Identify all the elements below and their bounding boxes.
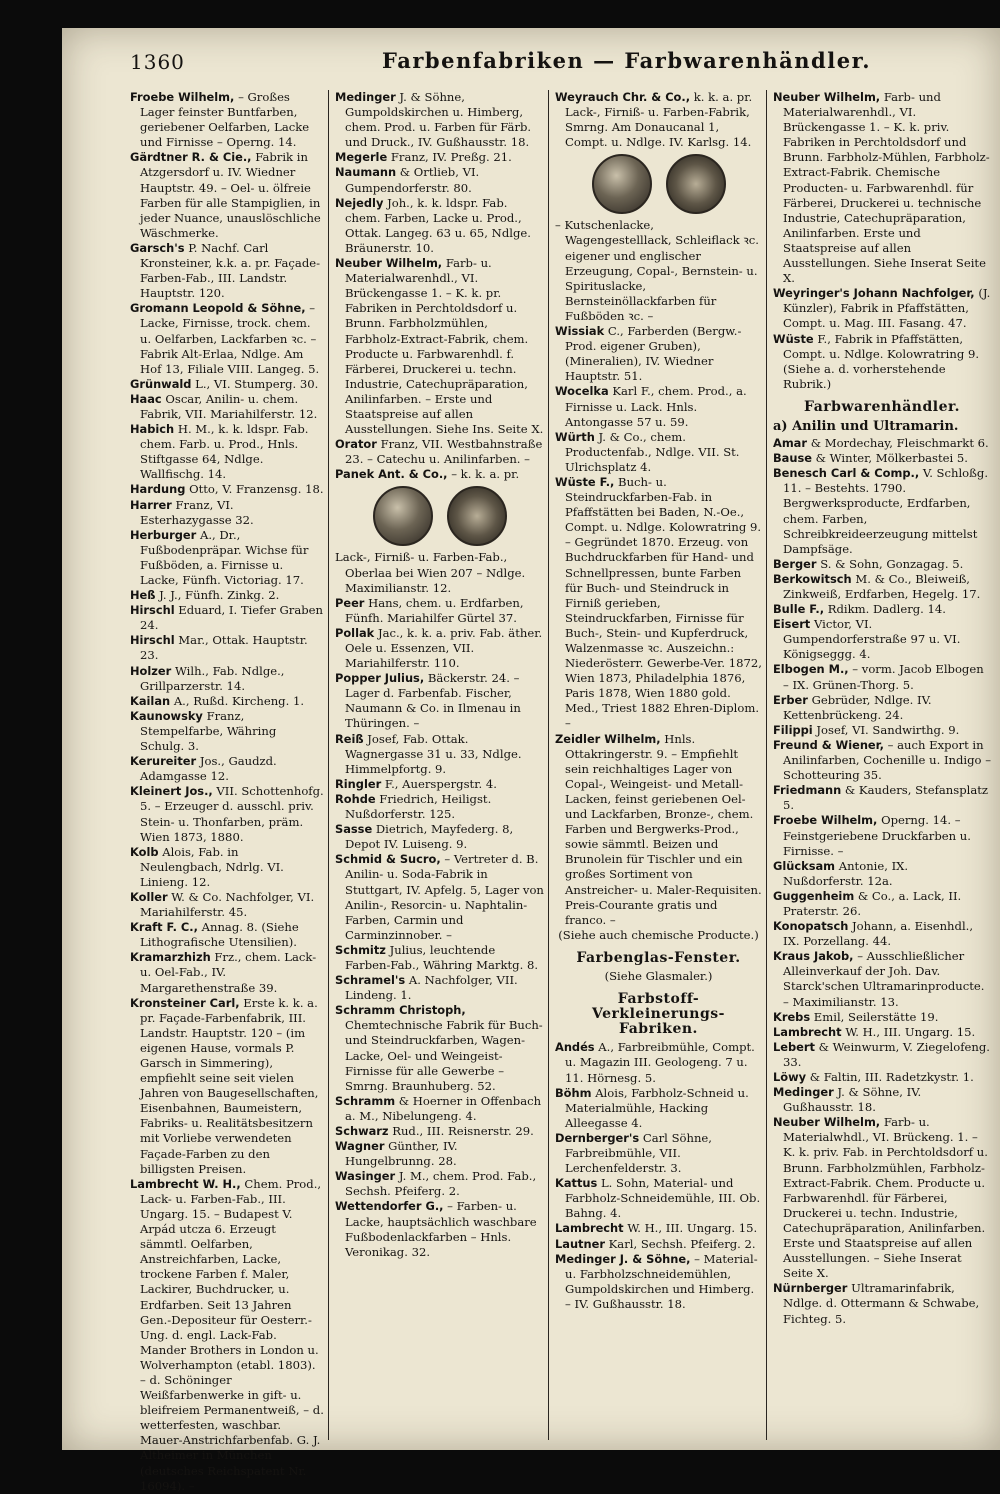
directory-entry [555, 384, 762, 429]
directory-entry [335, 437, 544, 467]
entry-name: Weyringer's Johann Nachfolger, [773, 286, 975, 301]
entry-text: A., Farbreibmühle, Compt. u. Magazin III. Geologeng. 7 u. 11. Hörnesg. 5. [565, 1040, 755, 1085]
entry-text: Jos., Gaudzd. Adamgasse 12. [140, 754, 277, 784]
entry-text: Farb- u. Materialwhdl., VI. Brückeng. 1. – K. k. priv. Fab. in Perchtoldsdorf u. Brunn. Farbholzmühlen, Farbholz-Extract-Fabrik. Chem. Producte u. Farbwarenhdl. für Färberei, Druckerei u. techn. Industrie, Catechupräparation, Anilinfarben. Erste und Staatspreise auf allen Ausstellungen. – Siehe Inserat Seite X. [783, 1115, 988, 1281]
entry-name: Medinger [335, 90, 396, 104]
entry-name: Bause [773, 451, 812, 466]
column-rule [548, 90, 549, 1440]
directory-entry [335, 671, 544, 731]
entry-name: Lambrecht W. H., [130, 1176, 241, 1191]
directory-entry [773, 738, 991, 783]
entry-text: Friedrich, Heiligst. Nußdorferstr. 125. [345, 791, 492, 822]
directory-entry [555, 324, 762, 384]
entry-text: & Kauders, Stefansplatz 5. [783, 783, 989, 813]
entry-name: Konopatsch [773, 919, 849, 934]
column-4 [773, 90, 991, 1450]
directory-entry [130, 90, 324, 150]
directory-entry [773, 1115, 991, 1281]
entry-text: P. Nachf. Carl Kronsteiner, k.k. a. pr. Façade-Farben-Fab., III. Landstr. Hauptstr. 120. [140, 240, 321, 301]
entry-text: J. & Söhne, Gumpoldskirchen u. Himberg, chem. Prod. u. Farben für Färb. und Druck., IV. Gußhausstr. 18. [345, 90, 532, 150]
directory-entry [773, 693, 991, 723]
entry-name: Berkowitsch [773, 571, 852, 586]
entry-name: Schramel's [335, 973, 406, 988]
directory-entry [335, 196, 544, 256]
entry-text: Hnls. Ottakringerstr. 9. – Empfiehlt sein reichhaltiges Lager von Copal-, Weingeist- und Metall-Lacken, feinst geriebenen Oel- und Lackfarben, Bronze-, chem. Farben und Bergwerks-Prod., sowie sämmtl. Beizen und Brunolein für Tischler und ein großes Sortiment von Anstreicher- u. Maler-Requisiten. Preis-Courante gratis und franco. – [565, 731, 762, 927]
directory-entry [773, 617, 991, 662]
entry-text: H. M., k. k. ldspr. Fab. chem. Farb. u. Prod., Hnls. Stiftgasse 64, Ndlge. Wallfischg. 14. [140, 422, 309, 482]
directory-entry [555, 430, 762, 475]
entry-name: Amar [773, 436, 807, 451]
directory-entry [773, 1040, 991, 1070]
directory-entry [555, 1086, 762, 1131]
entry-text: Franz, VII. Westbahnstraße 23. – Catechu u. Anilinfarben. – [345, 437, 543, 467]
directory-entry [130, 920, 324, 950]
entry-text: Gebrüder, Ndlge. IV. Kettenbrückeng. 24. [783, 692, 932, 722]
entry-name: Lebert [773, 1039, 815, 1054]
directory-entry [555, 1237, 762, 1252]
entry-name: Schmid & Sucro, [335, 852, 441, 867]
directory-entry [555, 732, 762, 928]
entry-name: Neuber Wilhelm, [773, 1115, 881, 1130]
entry-name: Koller [130, 889, 168, 904]
entry-text: W. H., III. Ungarg. 15. [627, 1221, 758, 1236]
entry-text: Alois, Farbholz-Schneid u. Materialmühle, Hacking Alleegasse 4. [565, 1085, 749, 1130]
entry-text: W. H., III. Ungarg. 15. [845, 1024, 976, 1039]
entry-text: L. Sohn, Material- und Farbholz-Schneidemühle, III. Ob. Bahng. 4. [565, 1176, 761, 1221]
entry-text: Frz., chem. Lack- u. Oel-Fab., IV. Margarethenstraße 39. [140, 950, 317, 995]
section-heading: Farbwarenhändler. [804, 398, 960, 415]
entry-text: Julius, leuchtende Farben-Fab., Währing Marktg. 8. [345, 942, 538, 972]
directory-entry [130, 633, 324, 663]
entry-name: Zeidler Wilhelm, [555, 731, 661, 746]
directory-entry [773, 451, 991, 466]
entry-text: Bäckerstr. 24. – Lager d. Farbenfab. Fischer, Naumann & Co. in Ilmenau in Thüringen. – [345, 671, 521, 731]
directory-entry [773, 436, 991, 451]
entry-name: Schramm Christoph, [335, 1003, 466, 1018]
directory-entry [773, 919, 991, 949]
entry-text: A., Dr., Fußbodenpräpar. Wichse für Fußböden, a. Firnisse u. Lacke, Fünfh. Victoriag. 17. [140, 527, 309, 587]
entry-name: Grünwald [130, 376, 192, 391]
entry-text: Karl, Sechsh. Pfeiferg. 2. [608, 1236, 756, 1251]
entry-text: Dietrich, Mayfederg. 8, Depot IV. Luiseng. 9. [345, 822, 514, 852]
medal-icon [592, 154, 652, 214]
entry-text: & Hoerner in Offenbach a. M., Nibelungeng. 4. [345, 1093, 542, 1123]
entry-text: & Winter, Mölkerbastei 5. [815, 451, 968, 466]
entry-name: Gärdtner R. & Cie., [130, 150, 252, 165]
entry-text: Eduard, I. Tiefer Graben 24. [140, 603, 323, 633]
column-3 [555, 90, 762, 1450]
entry-name: Kailan [130, 693, 171, 708]
directory-entry [335, 1094, 544, 1124]
directory-entry [773, 662, 991, 692]
entry-name: Naumann [335, 165, 397, 180]
entry-text: (J. Künzler), Fabrik in Pfaffstätten, Compt. u. Mag. III. Fasang. 47. [783, 286, 991, 331]
directory-entry [335, 165, 544, 195]
award-medals [555, 154, 762, 214]
page-number: 1360 [130, 50, 185, 74]
directory-entry [335, 90, 544, 150]
entry-name: Froebe Wilhelm, [130, 90, 235, 104]
entry-text: Victor, VI. Gumpendorferstraße 97 u. VI. Königseggg. 4. [783, 617, 961, 662]
entry-text: J. M., chem. Prod. Fab., Sechsh. Pfeiferg. 2. [345, 1169, 537, 1199]
entry-text: Mar., Ottak. Hauptstr. 23. [140, 633, 308, 663]
directory-entry [130, 498, 324, 528]
entry-text: – Vertreter d. B. Anilin- u. Soda-Fabrik in Stuttgart, IV. Apfelg. 5, Lager von Anilin-, Resorcin- u. Naphtalin-Farben, Carmin und Carminzinnober. – [345, 852, 544, 942]
entry-text: Alois, Fab. in Neulengbach, Ndrlg. VI. Linieng. 12. [140, 844, 284, 889]
entry-name: Hardung [130, 482, 186, 497]
directory-entry [773, 859, 991, 889]
entry-text: Chem. Prod., Lack- u. Farben-Fab., III. Ungarg. 15. – Budapest V. Arpád utcza 6. Erzeugt sämmtl. Oelfarben, Anstreichfarben, Lacke, trockene Farben f. Maler, Lackirer, Buchdrucker, u. Erdfarben. Seit 13 Jahren Gen.-Depositeur für Oesterr.-Ung. d. engl. Lack-Fab. Mander Brothers in London u. Wolverhampton (etabl. 1803). – d. Schöninger Weißfarbenwerke in gift- u. bleifreiem Permanentweiß, – d. wetterfesten, waschbar. Mauer-Anstrichfarbenfab. G. J. Altheimer in München (deutsches Reichspatent Nr. 16094). – [140, 1176, 324, 1493]
directory-entry [130, 528, 324, 588]
entry-name: Hirschl [130, 603, 175, 618]
section-heading: Farbenglas-Fenster. [576, 949, 741, 966]
entry-name: Kolb [130, 844, 159, 859]
entry-name: Kramarzhizh [130, 950, 211, 965]
directory-entry [130, 784, 324, 844]
entry-name: Holzer [130, 663, 172, 678]
entry-text: Antonie, IX. Nußdorferstr. 12a. [783, 858, 909, 888]
entry-name: Freund & Wiener, [773, 737, 884, 752]
entry-text: J. & Söhne, IV. Gußhausstr. 18. [783, 1085, 922, 1115]
medal-icon [666, 154, 726, 214]
directory-entry [335, 256, 544, 437]
directory-entry [335, 596, 544, 626]
directory-entry [773, 466, 991, 557]
entry-name: Schmitz [335, 942, 386, 957]
entry-text: Wilh., Fab. Ndlge., Grillparzerstr. 14. [140, 663, 285, 693]
entry-text: – Großes Lager feinster Buntfarben, geriebener Oelfarben, Lacke und Firnisse – Operng. 14. [140, 90, 310, 150]
directory-entry [130, 664, 324, 694]
entry-text: A., Rußd. Kircheng. 1. [173, 693, 305, 708]
entry-text: VII. Schottenhofg. 5. – Erzeuger d. ausschl. priv. Stein- u. Thonfarben, präm. Wien 1873, 1880. [140, 784, 324, 844]
entry-name: Rohde [335, 791, 376, 806]
entry-name: Wüste F., [555, 474, 615, 489]
directory-entry [335, 822, 544, 852]
entry-text: k. k. a. pr. Lack-, Firniß- u. Farben-Fabrik, Smrng. Am Donaucanal 1, Compt. u. Ndlge. IV. Karlsg. 14. [565, 90, 753, 150]
cross-reference: (Siehe auch chemische Producte.) [558, 927, 759, 942]
entry-text: Lack-, Firniß- u. Farben-Fab., Oberlaa bei Wien 207 – Ndlge. Maximilianstr. 12. [335, 550, 526, 595]
entry-name: Kraus Jakob, [773, 949, 854, 964]
directory-entry [773, 783, 991, 813]
entry-name: Friedmann [773, 783, 842, 798]
entry-name: Kleinert Jos., [130, 784, 213, 799]
entry-name: Benesch Carl & Comp., [773, 466, 920, 481]
entry-text: & Co., a. Lack, II. Praterstr. 26. [783, 888, 962, 918]
entry-text: F., Auerspergstr. 4. [384, 776, 497, 791]
entry-name: Garsch's [130, 240, 185, 255]
entry-text: J. & Co., chem. Productenfab., Ndlge. VII. St. Ulrichsplatz 4. [565, 429, 740, 474]
directory-entry [555, 218, 762, 324]
directory-entry [335, 1139, 544, 1169]
directory-entry [130, 754, 324, 784]
directory-entry [130, 709, 324, 754]
entry-name: Orator [335, 437, 377, 452]
entry-name: Ringler [335, 776, 382, 791]
column-1 [130, 90, 324, 1493]
column-2 [335, 90, 544, 1450]
directory-entry [335, 1169, 544, 1199]
entry-text: Ultramarinfabrik, Ndlge. d. Ottermann & Schwabe, Fichteg. 5. [783, 1281, 980, 1326]
entry-text: Günther, IV. Hungelbrunng. 28. [345, 1139, 458, 1169]
directory-entry [555, 1040, 762, 1085]
directory-entry [773, 286, 991, 331]
entry-name: Böhm [555, 1085, 592, 1100]
entry-name: Pollak [335, 625, 375, 640]
page-title: Farbenfabriken — Farbwarenhändler. [382, 48, 872, 73]
directory-page [62, 28, 1000, 1493]
entry-name: Herburger [130, 527, 197, 542]
directory-entry [335, 943, 544, 973]
entry-name: Wüste [773, 331, 814, 346]
directory-entry [130, 482, 324, 497]
subsection-heading: a) Anilin und Ultramarin. [773, 418, 959, 434]
entry-name: Würth [555, 429, 595, 444]
directory-entry [130, 694, 324, 709]
entry-name: Kraft F. C., [130, 920, 198, 935]
entry-name: Popper Julius, [335, 671, 425, 686]
entry-text: Rud., III. Reisnerstr. 29. [392, 1124, 534, 1138]
directory-entry [773, 572, 991, 602]
entry-text: Karl F., chem. Prod., a. Firnisse u. Lack. Hnls. Antongasse 57 u. 59. [565, 384, 747, 429]
entry-text: A. Nachfolger, VII. Lindeng. 1. [345, 973, 518, 1003]
directory-entry [335, 732, 544, 777]
entry-name: Berger [773, 556, 817, 571]
entry-text: – Kutschenlacke, Wagengestelllack, Schleiflack ꝛc. eigener und englischer Erzeugung, Copal-, Bernstein- u. Spirituslacke, Bernsteinöllackfarben für Fußböden ꝛc. – [555, 218, 759, 323]
entry-name: Lambrecht [773, 1024, 842, 1039]
entry-name: Haac [130, 391, 162, 406]
directory-entry [773, 602, 991, 617]
entry-text: C., Farberden (Bergw.-Prod. eigener Gruben), (Mineralien), IV. Wiedner Hauptstr. 51. [565, 324, 742, 384]
entry-text: M. & Co., Bleiweiß, Zinkweiß, Erdfarben, Hegelg. 17. [783, 571, 981, 601]
entry-text: L., VI. Stumperg. 30. [195, 376, 319, 391]
entry-text: – k. k. a. pr. [451, 467, 520, 482]
directory-entry [130, 996, 324, 1177]
directory-entry [773, 1070, 991, 1085]
entry-name: Hirschl [130, 633, 175, 648]
directory-entry [130, 241, 324, 301]
entry-text: Johann, a. Eisenhdl., IX. Porzellang. 44. [783, 919, 974, 949]
entry-name: Schramm [335, 1093, 396, 1108]
directory-entry [335, 467, 544, 482]
entry-text: Josef, VI. Sandwirthg. 9. [816, 722, 960, 737]
directory-entry [130, 301, 324, 376]
entry-name: Lambrecht [555, 1221, 624, 1236]
directory-entry [773, 1025, 991, 1040]
entry-name: Eisert [773, 617, 811, 632]
entry-name: Filippi [773, 722, 813, 737]
entry-text: & Weinwurm, V. Ziegelofeng. 33. [783, 1039, 990, 1069]
directory-entry [555, 1131, 762, 1176]
entry-text: J. J., Fünfh. Zinkg. 2. [159, 588, 280, 603]
entry-text: Chemtechnische Fabrik für Buch- und Steindruckfarben, Wagen-Lacke, Oel- und Weingeist-Firnisse für alle Gewerbe – Smrng. Braunhuberg. 52. [345, 1018, 543, 1093]
directory-entry [555, 1176, 762, 1221]
directory-entry [130, 377, 324, 392]
entry-name: Gromann Leopold & Söhne, [130, 301, 306, 316]
directory-entry [335, 1003, 544, 1094]
entry-text: Buch- u. Steindruckfarben-Fab. in Pfaffstätten bei Baden, N.-Oe., Compt. u. Ndlge. Kolowratring 9. – Gegründet 1870. Erzeug. von Buchdruckfarben für Hand- und Schnellpressen, bunte Farben für Buch- und Steindruck in Firniß gerieben, Steindruckfarben, Firnisse für Buch-, Stein- und Kupferdruck, Walzenmasse ꝛc. Auszeichn.: Niederösterr. Gewerbe-Ver. 1872, Wien 1873, Philadelphia 1876, Paris 1878, Wien 1880 gold. Med., Triest 1882 Ehren-Diplom. – [565, 474, 762, 731]
entry-text: Farb- u. Materialwarenhdl., VI. Brückengasse 1. – K. k. pr. Fabriken in Perchtoldsdorf u. Brunn. Farbholzmühlen, Farbholz-Extract-Fabrik, chem. Producte u. Farbwarenhdl. f. Färberei, Druckerei u. techn. Industrie, Catechupräparation, Anilinfarben. – Erste und Staatspreise auf allen Ausstellungen. Siehe Ins. Seite X. [345, 256, 544, 437]
entry-text: Oscar, Anilin- u. chem. Fabrik, VII. Mariahilferstr. 12. [140, 391, 318, 421]
column-rule [328, 90, 329, 1440]
entry-name: Nejedly [335, 195, 384, 210]
directory-entry [555, 1252, 762, 1312]
directory-entry [555, 1221, 762, 1236]
entry-text: – Material- u. Farbholzschneidemühlen, Gumpoldskirchen und Himberg. – IV. Gußhausstr. 18. [565, 1251, 758, 1311]
entry-text: Franz, VI. Esterhazygasse 32. [140, 497, 254, 527]
entry-name: Kronsteiner Carl, [130, 995, 240, 1010]
directory-entry [773, 90, 991, 286]
directory-entry [773, 949, 991, 1009]
entry-text: Rdikm. Dadlerg. 14. [827, 602, 946, 617]
directory-entry [773, 557, 991, 572]
entry-text: Hans, chem. u. Erdfarben, Fünfh. Mariahilfer Gürtel 37. [345, 595, 524, 625]
directory-entry [335, 852, 544, 943]
entry-text: W. & Co. Nachfolger, VI. Mariahilferstr. 45. [140, 889, 315, 920]
entry-text: F., Fabrik in Pfaffstätten, Compt. u. Ndlge. Kolowratring 9. (Siehe a. d. vorherstehende Rubrik.) [783, 331, 980, 391]
entry-text: V. Schloßg. 11. – Bestehts. 1790. Bergwerksproducte, Erdfarben, chem. Farben, Schreibkreideerzeugung mittelst Dampfsäge. [783, 466, 989, 556]
entry-name: Lautner [555, 1236, 605, 1251]
entry-text: S. & Sohn, Gonzagag. 5. [820, 556, 964, 571]
entry-name: Wissiak [555, 324, 605, 339]
entry-name: Kattus [555, 1176, 598, 1191]
entry-name: Neuber Wilhelm, [773, 90, 881, 104]
directory-entry [773, 1010, 991, 1025]
entry-text: & Faltin, III. Radetzkystr. 1. [809, 1070, 974, 1084]
entry-name: Froebe Wilhelm, [773, 813, 878, 828]
directory-entry [130, 422, 324, 482]
entry-name: Weyrauch Chr. & Co., [555, 90, 691, 104]
directory-entry [773, 1085, 991, 1115]
entry-name: Panek Ant. & Co., [335, 467, 448, 482]
directory-entry [130, 392, 324, 422]
entry-text: Fabrik in Atzgersdorf u. IV. Wiedner Hauptstr. 49. – Oel- u. ölfreie Farben für alle Stampiglien, in jeder Nuance, unauslöschliche Wäschmerke. [140, 150, 321, 240]
entry-name: Glücksam [773, 858, 836, 873]
directory-entry [335, 626, 544, 671]
entry-text: Otto, V. Franzensg. 18. [189, 482, 324, 497]
entry-text: – vorm. Jacob Elbogen – IX. Grünen-Thorg. 5. [783, 662, 984, 692]
entry-name: Medinger [773, 1085, 834, 1100]
directory-entry [773, 889, 991, 919]
directory-entry [335, 792, 544, 822]
entry-text: Franz, Stempelfarbe, Währing Schulg. 3. [140, 708, 277, 754]
entry-name: Bulle F., [773, 602, 825, 617]
section-heading: Farbstoff-Verkleinerungs-Fabriken. [592, 991, 725, 1038]
directory-entry [130, 588, 324, 603]
entry-name: Wasinger [335, 1169, 396, 1184]
award-medals [335, 486, 544, 546]
entry-name: Schwarz [335, 1124, 389, 1138]
entry-text: – Ausschließlicher Alleinverkauf der Joh. Dav. Starck'schen Ultramarinproducte. – Maximilianstr. 13. [783, 949, 985, 1009]
entry-name: Habich [130, 422, 175, 437]
entry-name: Heß [130, 588, 156, 603]
entry-text: – auch Export in Anilinfarben, Cochenille u. Indigo – Schotteuring 35. [783, 737, 992, 783]
medal-icon [447, 486, 507, 546]
directory-entry [773, 723, 991, 738]
medal-icon [373, 486, 433, 546]
entry-name: Guggenheim [773, 888, 855, 903]
entry-name: Wocelka [555, 384, 609, 399]
entry-text: – Farben- u. Lacke, hauptsächlich waschbare Fußbodenlackfarben – Hnls. Veronikag. 32. [345, 1199, 537, 1259]
entry-name: Kerureiter [130, 754, 197, 769]
entry-text: Operng. 14. – Feinstgeriebene Druckfarben u. Firnisse. – [783, 813, 971, 858]
directory-entry [335, 150, 544, 165]
entry-text: Carl Söhne, Farbreibmühle, VII. Lerchenfelderstr. 3. [565, 1130, 712, 1176]
directory-entry [773, 332, 991, 392]
entry-text: Farb- und Materialwarenhdl., VI. Brückengasse 1. – K. k. priv. Fabriken in Perchtoldsdorf und Brunn. Farbholz-Mühlen, Farbholz-Extract-Fabrik. Chemische Producten- u. Farbwarenhdl. für Färberei, Druckerei u. technische Industrie, Catechupräparation, Anilinfarben. Erste und Staatspreise auf allen Ausstellungen. Siehe Inserat Seite X. [783, 90, 990, 286]
entry-text: – Lacke, Firnisse, trock. chem. u. Oelfarben, Lackfarben ꝛc. – Fabrik Alt-Erlaa, Ndlge. Am Hof 13, Filiale VIII. Langeg. 5. [140, 301, 320, 376]
entry-text: Josef, Fab. Ottak. Wagnergasse 31 u. 33, Ndlge. Himmelpfortg. 9. [345, 731, 522, 776]
entry-text: & Mordechay, Fleischmarkt 6. [810, 436, 989, 451]
entry-text: Emil, Seilerstätte 19. [813, 1009, 939, 1024]
entry-text: Joh., k. k. ldspr. Fab. chem. Farben, Lacke u. Prod., Ottak. Langeg. 63 u. 65, Ndlge. Bräunerstr. 10. [345, 195, 531, 255]
entry-name: Krebs [773, 1009, 811, 1024]
entry-name: Elbogen M., [773, 662, 849, 677]
entry-name: Peer [335, 595, 365, 610]
entry-name: Neuber Wilhelm, [335, 256, 443, 271]
directory-entry [555, 475, 762, 732]
directory-entry [555, 90, 762, 150]
directory-entry [130, 150, 324, 241]
entry-text: Franz, IV. Preßg. 21. [390, 150, 512, 165]
entry-text: & Ortlieb, VI. Gumpendorferstr. 80. [345, 165, 480, 195]
entry-name: Kaunowsky [130, 708, 203, 723]
entry-name: Medinger J. & Söhne, [555, 1251, 691, 1266]
directory-entry [773, 813, 991, 858]
entry-name: Wettendorfer G., [335, 1199, 444, 1214]
entry-name: Harrer [130, 497, 172, 512]
entry-name: Erber [773, 692, 808, 707]
entry-name: Reiß [335, 731, 364, 746]
directory-entry [130, 1177, 324, 1494]
entry-text: Annag. 8. (Siehe Lithografische Utensilien). [140, 920, 299, 950]
entry-text: Jac., k. k. a. priv. Fab. äther. Oele u. Essenzen, VII. Mariahilferstr. 110. [345, 625, 543, 671]
directory-entry [335, 550, 544, 595]
directory-entry [335, 973, 544, 1003]
directory-entry [335, 777, 544, 792]
directory-entry [130, 845, 324, 890]
entry-name: Wagner [335, 1139, 385, 1154]
column-rule [766, 90, 767, 1440]
entry-text: Erste k. k. a. pr. Façade-Farbenfabrik, III. Landstr. Hauptstr. 120 – (im eigenen Hause, vormals P. Garsch in Simmering), empfiehlt seine seit vielen Jahren von Baugesellschaften, Eisenbahnen, Baumeistern, Fabriks- u. Realitätsbesitzern mit Vorliebe verwendeten Façade-Farben zu den billigsten Preisen. [140, 995, 319, 1176]
entry-name: Sasse [335, 822, 373, 837]
entry-name: Megerle [335, 150, 388, 165]
directory-entry [130, 890, 324, 920]
directory-entry [130, 603, 324, 633]
entry-name: Löwy [773, 1070, 807, 1084]
directory-entry [130, 950, 324, 995]
entry-name: Dernberger's [555, 1130, 640, 1145]
cross-reference: (Siehe Glasmaler.) [604, 968, 713, 983]
entry-name: Andés [555, 1040, 595, 1055]
directory-entry [335, 1124, 544, 1139]
directory-entry [335, 1199, 544, 1259]
directory-entry [773, 1281, 991, 1326]
entry-name: Nürnberger [773, 1281, 848, 1296]
